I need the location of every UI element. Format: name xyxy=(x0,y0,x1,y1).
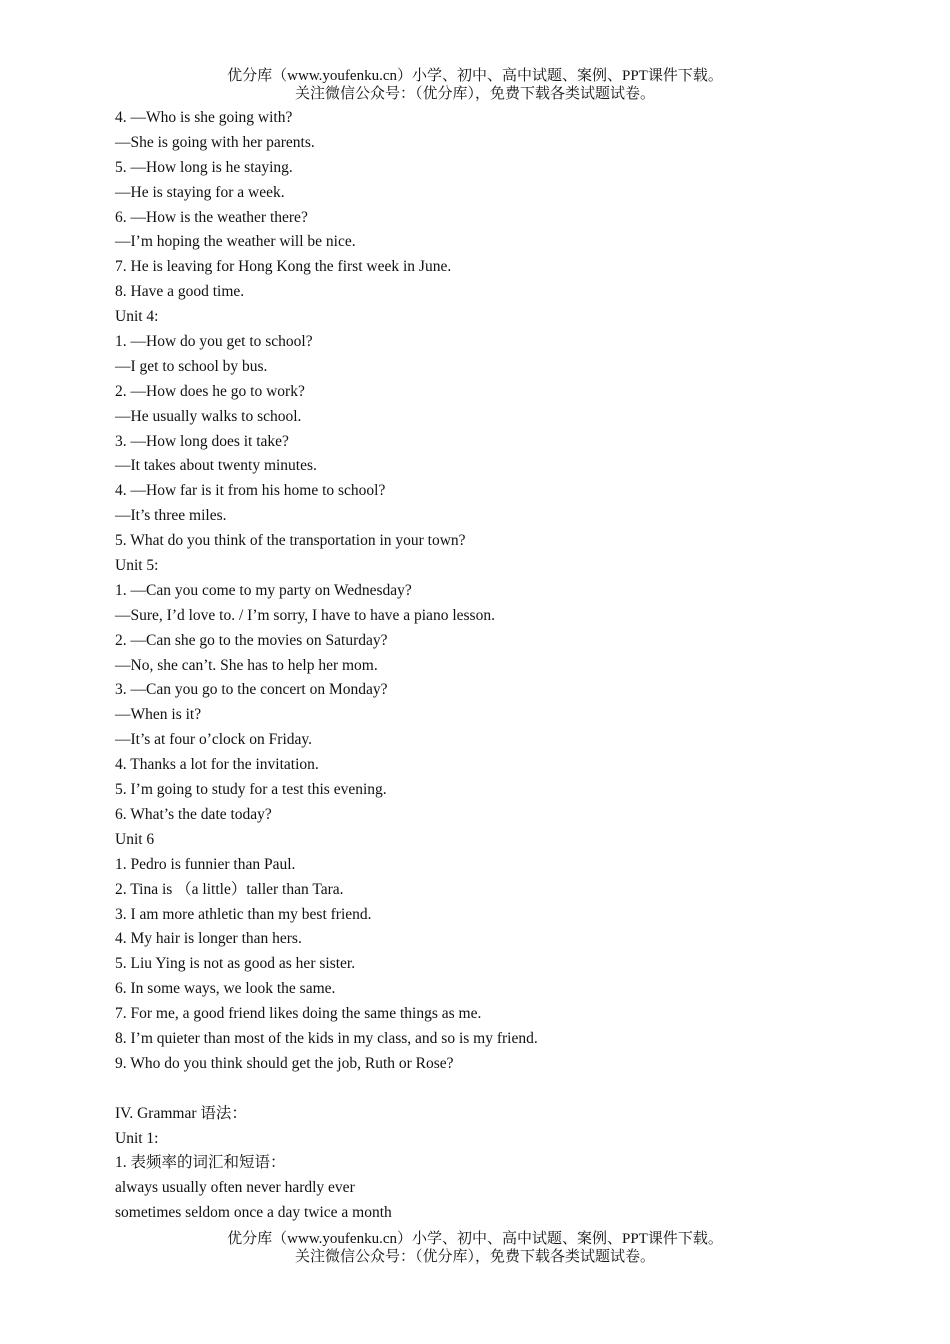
text-line: 4. My hair is longer than hers. xyxy=(115,930,302,948)
text-line: 2. —Can she go to the movies on Saturday? xyxy=(115,631,388,649)
text-line: 1. —Can you come to my party on Wednesday? xyxy=(115,581,412,599)
text-line: —I’m hoping the weather will be nice. xyxy=(115,233,356,251)
text-line: 6. In some ways, we look the same. xyxy=(115,980,336,998)
page-footer xyxy=(0,1230,950,1266)
text-line: —He is staying for a week. xyxy=(115,183,285,201)
text-line: —I get to school by bus. xyxy=(115,357,268,375)
text-line: 3. —How long does it take? xyxy=(115,432,289,450)
text-line: 3. —Can you go to the concert on Monday? xyxy=(115,681,388,699)
text-line: 5. I’m going to study for a test this evening. xyxy=(115,781,387,799)
text-line: —She is going with her parents. xyxy=(115,133,315,151)
section-heading-grammar: IV. Grammar 语法： xyxy=(115,1104,247,1122)
blank-line xyxy=(115,1077,875,1102)
section-heading-unit-6: Unit 6 xyxy=(115,830,155,848)
text-line: 7. For me, a good friend likes doing the same things as me. xyxy=(115,1005,482,1023)
text-line: 3. I am more athletic than my best friend. xyxy=(115,905,372,923)
text-line: —When is it? xyxy=(115,706,202,724)
text-line: —It’s three miles. xyxy=(115,507,227,525)
text-line: 6. —How is the weather there? xyxy=(115,208,308,226)
section-heading-unit-5: Unit 5: xyxy=(115,557,159,575)
text-line: 5. —How long is he staying. xyxy=(115,158,293,176)
section-heading-unit-1: Unit 1: xyxy=(115,1129,159,1147)
footer-line-1: 优分库（www.youfenku.cn）小学、初中、高中试题、案例、PPT课件下载。 xyxy=(227,1231,723,1247)
text-line: 4. —Who is she going with? xyxy=(115,109,293,126)
text-line: 8. I’m quieter than most of the kids in my class, and so is my friend. xyxy=(115,1029,538,1047)
text-line: 9. Who do you think should get the job, Ruth or Rose? xyxy=(115,1054,454,1072)
document-body xyxy=(115,106,875,1226)
text-line: —Sure, I’d love to. / I’m sorry, I have to have a piano lesson. xyxy=(115,606,495,624)
text-line: 6. What’s the date today? xyxy=(115,805,272,823)
text-line: 7. He is leaving for Hong Kong the first week in June. xyxy=(115,258,452,276)
text-line: 5. Liu Ying is not as good as her sister. xyxy=(115,955,356,973)
text-line: 4. Thanks a lot for the invitation. xyxy=(115,756,319,774)
page-header xyxy=(0,67,950,103)
text-line: sometimes seldom once a day twice a month xyxy=(115,1204,392,1222)
text-line: 5. What do you think of the transportation in your town? xyxy=(115,532,466,550)
text-line: always usually often never hardly ever xyxy=(115,1179,355,1197)
text-line: —It’s at four o’clock on Friday. xyxy=(115,731,313,749)
text-line: 8. Have a good time. xyxy=(115,283,245,301)
header-line-2: 关注微信公众号：（优分库），免费下载各类试题试卷。 xyxy=(294,86,655,102)
text-line: 2. —How does he go to work? xyxy=(115,382,305,400)
text-line: —No, she can’t. She has to help her mom. xyxy=(115,656,378,674)
text-line: 1. 表频率的词汇和短语： xyxy=(115,1154,286,1172)
text-line: 4. —How far is it from his home to school? xyxy=(115,482,386,500)
text-line: 1. Pedro is funnier than Paul. xyxy=(115,855,296,873)
text-line: 1. —How do you get to school? xyxy=(115,333,313,351)
text-line: —It takes about twenty minutes. xyxy=(115,457,317,475)
text-line: 2. Tina is （a little）taller than Tara. xyxy=(115,880,344,898)
footer-line-2: 关注微信公众号：（优分库），免费下载各类试题试卷。 xyxy=(294,1249,655,1265)
header-line-1: 优分库（www.youfenku.cn）小学、初中、高中试题、案例、PPT课件下载。 xyxy=(227,68,723,84)
text-line: —He usually walks to school. xyxy=(115,407,302,425)
section-heading-unit-4: Unit 4: xyxy=(115,308,159,326)
